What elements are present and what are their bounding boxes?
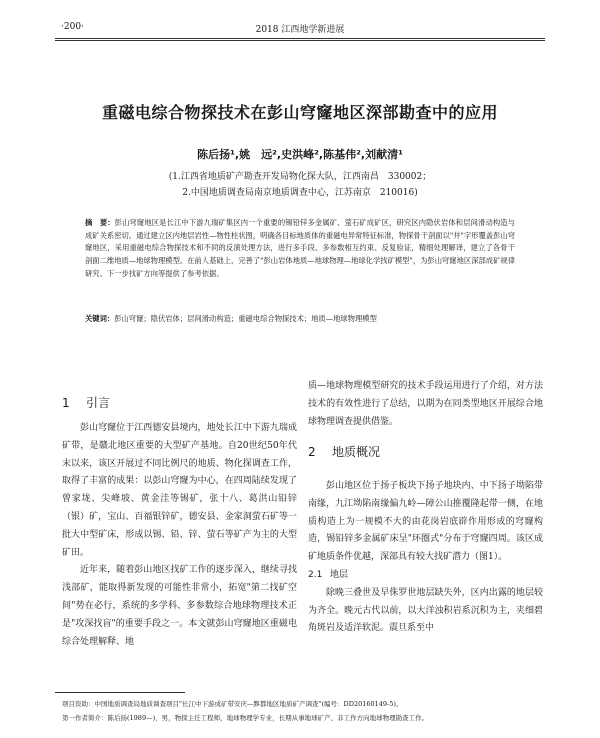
- right-column-bottom: [308, 478, 543, 638]
- abstract-text: 彭山穹窿地区是长江中下游九瑞矿集区内一个重要的锡铅锌多金属矿、萤石矿成矿区，研究区内隐伏岩体和层间滑动构造与成矿关系密切。通过建立区内地层岩性—物性柱状图，明确各目标地质体的重磁电异常特征标准，物探骨干剖面以"井"字形覆盖彭山穹窿地区，采用重磁电综合物探技术和不同的反演处理方法，进行多手段、多参数相互约束、反复验证，精细处理解译，建立了各骨干剖面二维地质—地球物理模型。在前人基础上，完善了"彭山岩体地质—地球物理—地球化学找矿模型"，为彭山穹窿地区深部成矿规律研究、下一步找矿方向等提供了参考依据。: [85, 218, 516, 278]
- left-column: [62, 420, 297, 651]
- section-number: 1: [62, 396, 70, 410]
- section-heading-intro: [62, 394, 110, 411]
- right-column-top: [308, 378, 543, 431]
- strata-paragraph-1: 除晚三叠世及早侏罗世地层缺失外，区内出露的地层较为齐全。晚元古代以前，以大洋浊积岩系沉积为主，夹细碧角斑岩及适洋软泥。震旦系至中: [308, 587, 543, 634]
- subsection-heading-strata: [308, 567, 543, 585]
- keywords-label: 关键词：: [85, 314, 115, 323]
- section-title: 引言: [86, 396, 111, 410]
- header-rule: [55, 38, 545, 39]
- affiliation-2: 2.中国地质调查局南京地质调查中心，江苏南京 210016): [182, 188, 418, 198]
- keywords: [85, 313, 515, 325]
- abstract-label: 摘 要：: [85, 218, 115, 227]
- affiliation-1: (1.江西省地质矿产勘查开发局物化探大队，江西南昌 330002；: [168, 172, 432, 182]
- abstract: [85, 217, 515, 281]
- footnote-funding: 项目资助：中国地质调查局地质调查项目"长江中下游成矿带安庆—黟都地区地质矿产调查"(编号：DD20160149-5)。: [62, 700, 403, 708]
- header-rule-thin: [55, 40, 545, 41]
- geology-paragraph-1: 彭山地区位于扬子板块下扬子地块内、中下扬子坳陷带南缘，九江坳陷南缘偏九岭—障公山推覆隆起带一侧，在地质构造上为一规模不大的由花岗岩底辟作用形成的穹窿构造，锡铅锌多金属矿床呈"环圈式"分布于穹窿四周。该区成矿地质条件优越，深部具有较大找矿潜力（图1）。: [308, 481, 543, 563]
- section-title: 地质概况: [332, 445, 381, 459]
- intro-paragraph-continued: 质—地球物理模型研究的技术手段运用进行了介绍，对方法技术的有效性进行了总结，以期为在同类型地区开展综合地球物理调查提供借鉴。: [308, 381, 543, 427]
- paper-title: 重磁电综合物探技术在彭山穹窿地区深部勘查中的应用: [101, 103, 498, 122]
- intro-paragraph-1: 彭山穹窿位于江西德安县境内，地处长江中下游九瑞成矿带，是赣北地区重要的大型矿产基地。自20世纪50年代末以来，该区开展过不同比例尺的地质、物化探调查工作，取得了丰富的成果：以彭山穹窿为中心，在四周陆续发现了曾家垅、尖峰坡、黄金洼等锡矿，张十八、葛洪山铅锌（银）矿，宝山、百福银锌矿，德安县、金家洞萤石矿等一批大中型矿床，形成以锡、铅、锌、萤石等矿产为主的大型矿田。: [62, 423, 297, 558]
- running-header: [55, 22, 545, 38]
- keywords-text: 彭山穹窿；隐伏岩体；层间滑动构造；重磁电综合物探技术；地质—地球物理模型: [114, 314, 377, 323]
- footnote-author-bio: 第一作者简介：陈后扬(1989—)，男，物探主任工程师，地球物理学专业，长期从事地球矿产、非工作方向地球物理勘查工作。: [62, 714, 429, 722]
- section-heading-geology: [308, 443, 380, 460]
- subsection-number: 2.1: [308, 569, 323, 580]
- section-number: 2: [308, 445, 316, 459]
- intro-paragraph-2: 近年来，随着彭山地区找矿工作的逐步深入，继续寻找浅部矿，能取得新发现的可能性非常小，拓宽"第二找矿空间"势在必行，系统的多学科、多参数综合地球物理技术正是"攻深找盲"的重要手段之一。本文就彭山穹窿地区重磁电综合处理解释、地: [62, 565, 297, 647]
- author-list: 陈后扬¹,姚 远²,史洪峰²,陈基伟²,刘献清¹: [197, 148, 403, 161]
- footnote-rule: [55, 692, 185, 693]
- subsection-title: 地层: [330, 569, 349, 580]
- journal-title: 2018 江西地学新进展: [255, 25, 345, 35]
- page-number: ·200·: [61, 22, 84, 32]
